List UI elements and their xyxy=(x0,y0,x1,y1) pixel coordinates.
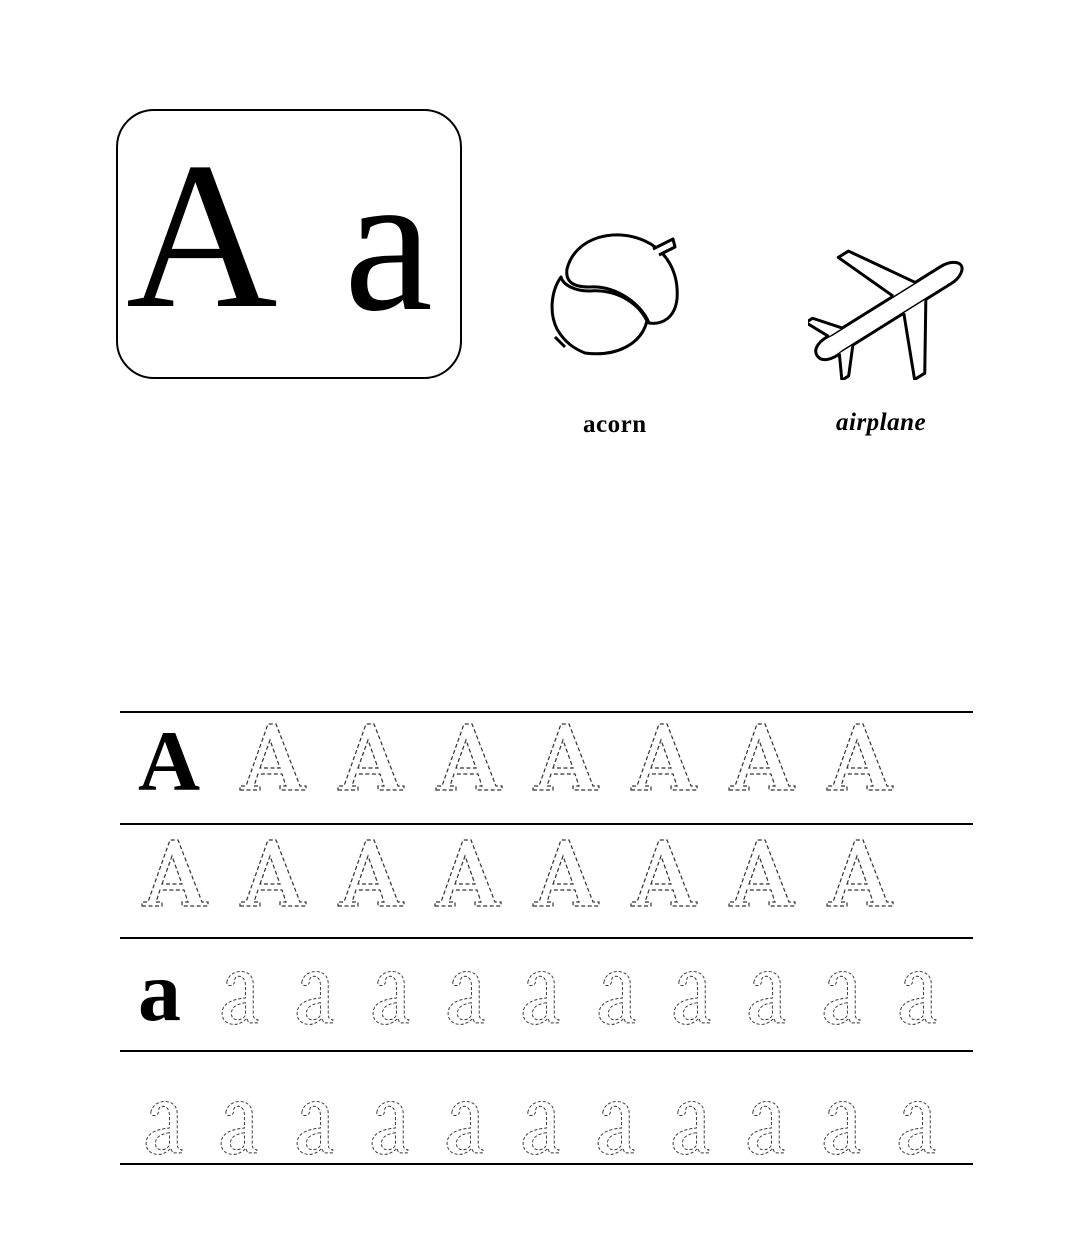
trace-letter xyxy=(893,1100,941,1156)
trace-letter xyxy=(366,1100,414,1156)
acorn-icon xyxy=(545,225,685,360)
letter-card xyxy=(116,109,462,379)
trace-letter xyxy=(825,722,895,792)
trace-letter xyxy=(531,838,601,908)
card-uppercase-letter: A xyxy=(126,120,278,352)
trace-letter xyxy=(531,722,601,792)
model-lowercase-a: a xyxy=(138,943,181,1039)
card-lowercase-letter: a xyxy=(344,132,433,353)
trace-letter xyxy=(336,838,406,908)
trace-letter xyxy=(434,722,504,792)
writing-line xyxy=(120,823,973,825)
trace-letter xyxy=(727,838,797,908)
trace-letter xyxy=(442,970,490,1026)
airplane-icon xyxy=(808,240,973,380)
trace-letter xyxy=(894,970,942,1026)
trace-letter xyxy=(140,838,210,908)
trace-letter xyxy=(140,1100,188,1156)
writing-line xyxy=(120,1050,973,1052)
trace-letter xyxy=(291,970,339,1026)
trace-letter xyxy=(727,722,797,792)
trace-letter xyxy=(517,970,565,1026)
trace-letter xyxy=(592,1100,640,1156)
trace-letter xyxy=(238,722,308,792)
trace-letter xyxy=(742,1100,790,1156)
trace-letter xyxy=(667,1100,715,1156)
writing-line xyxy=(120,711,973,713)
trace-letter xyxy=(367,970,415,1026)
trace-letter xyxy=(441,1100,489,1156)
writing-line xyxy=(120,937,973,939)
trace-letter xyxy=(216,970,264,1026)
writing-line xyxy=(120,1163,973,1165)
model-uppercase-a: A xyxy=(138,713,201,809)
trace-letter xyxy=(668,970,716,1026)
trace-letter xyxy=(238,838,308,908)
trace-letter xyxy=(433,838,503,908)
trace-letter xyxy=(629,838,699,908)
trace-letter xyxy=(818,1100,866,1156)
airplane-label: airplane xyxy=(836,409,927,436)
trace-letter xyxy=(825,838,895,908)
trace-letter xyxy=(291,1100,339,1156)
trace-letter xyxy=(818,970,866,1026)
trace-letter xyxy=(593,970,641,1026)
acorn-label: acorn xyxy=(583,411,647,438)
trace-letter xyxy=(629,722,699,792)
trace-letter xyxy=(517,1100,565,1156)
trace-letter xyxy=(336,722,406,792)
trace-letter xyxy=(743,970,791,1026)
trace-letter xyxy=(215,1100,263,1156)
